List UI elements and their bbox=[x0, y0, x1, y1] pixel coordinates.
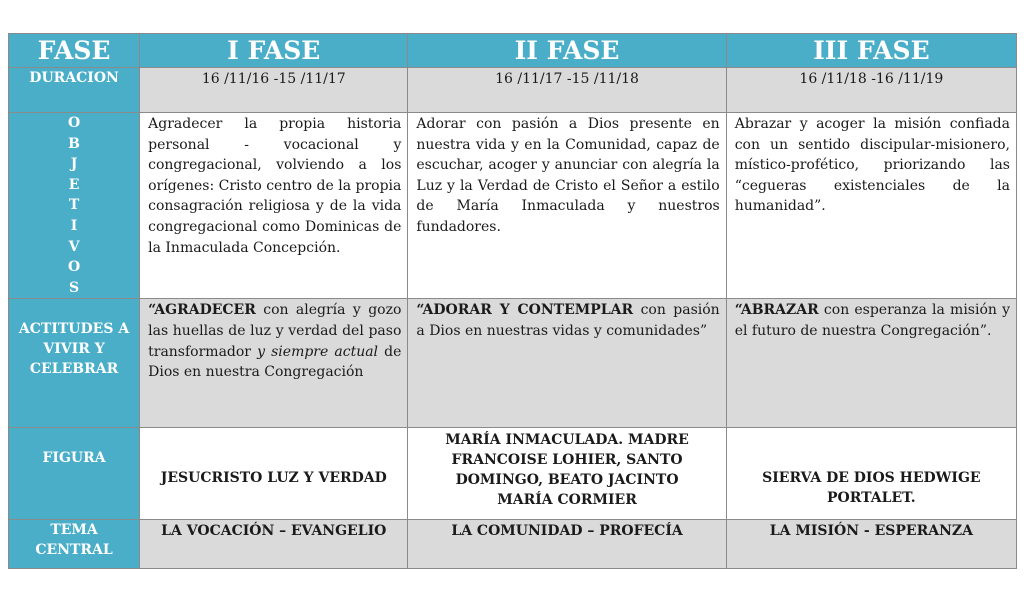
objetivos-cell-1 bbox=[140, 113, 408, 299]
duracion-row bbox=[9, 68, 1017, 113]
actitudes-fase-2-bold: “ADORAR Y CONTEMPLAR bbox=[416, 302, 634, 319]
figura-fase-1: JESUCRISTO LUZ Y VERDAD bbox=[160, 470, 387, 487]
header-fase-2: II FASE bbox=[408, 34, 726, 68]
actitudes-cell-3 bbox=[726, 299, 1016, 428]
objetivos-row bbox=[9, 113, 1017, 299]
objetivos-label bbox=[9, 113, 140, 299]
tema-label bbox=[9, 520, 140, 569]
tema-fase-2: LA COMUNIDAD – PROFECÍA bbox=[451, 523, 683, 540]
duracion-label-text: DURACION bbox=[29, 70, 119, 86]
objetivos-letter: J bbox=[70, 156, 78, 173]
figura-cell-3 bbox=[726, 428, 1016, 520]
actitudes-fase-3-bold: “ABRAZAR bbox=[734, 302, 819, 319]
figura-fase-2: MARÍA INMACULADA. MADRE FRANCOISE LOHIER, SANTO DOMINGO, BEATO JACINTO MARÍA CORMIER bbox=[445, 432, 689, 509]
tema-label-text: TEMA CENTRAL bbox=[35, 522, 113, 559]
tema-cell-2 bbox=[408, 520, 726, 569]
figura-cell-2-inner bbox=[408, 428, 725, 519]
actitudes-fase-2-text: con pasión a Dios en nuestras vidas y comunidades” bbox=[416, 302, 720, 339]
actitudes-fase-1 bbox=[140, 299, 407, 382]
duracion-cell-3 bbox=[726, 68, 1016, 113]
header-row bbox=[9, 34, 1017, 68]
actitudes-fase-2 bbox=[408, 299, 725, 341]
objetivos-letter: I bbox=[70, 217, 78, 234]
actitudes-cell-2 bbox=[408, 299, 726, 428]
header-fase-3: III FASE bbox=[726, 34, 1016, 68]
objetivos-letter: V bbox=[68, 238, 80, 255]
tema-fase-3: LA MISIÓN - ESPERANZA bbox=[769, 523, 973, 540]
tema-fase-1: LA VOCACIÓN – EVANGELIO bbox=[161, 523, 387, 540]
figura-cell-3-inner bbox=[727, 428, 1016, 519]
objetivos-letter: B bbox=[68, 135, 80, 152]
objetivos-letter: T bbox=[68, 197, 80, 214]
tema-row bbox=[9, 520, 1017, 569]
objetivos-letter: O bbox=[67, 259, 81, 276]
duracion-cell-1 bbox=[140, 68, 408, 113]
figura-cell-1 bbox=[140, 428, 408, 520]
actitudes-fase-1-text-b: de Dios en nuestra Congregación bbox=[148, 343, 402, 381]
duracion-fase-2: 16 /11/17 -15 /11/18 bbox=[495, 71, 639, 87]
actitudes-fase-1-italic: y siempre actual bbox=[257, 343, 379, 360]
figura-row bbox=[9, 428, 1017, 520]
objetivos-fase-1: Agradecer la propia historia personal - vocacional y congregacional, volviendo a los orígenes: Cristo centro de la propia consagración religiosa y de la vida congregacional como Dominicas de la Inmaculada Concepción. bbox=[148, 116, 402, 256]
objetivos-fase-3: Abrazar y acoger la misión confiada con un sentido discipular-misionero, místico-profético, priorizando las “cegueras existenciales de la humanidad”. bbox=[734, 116, 1010, 215]
actitudes-fase-1-text-a: con alegría y gozo las huellas de luz y verdad del paso transformador bbox=[148, 302, 402, 360]
duracion-fase-3: 16 /11/18 -16 /11/19 bbox=[799, 71, 944, 87]
duracion-fase-1: 16 /11/16 -15 /11/17 bbox=[201, 71, 346, 87]
figura-label-text: FIGURA bbox=[42, 450, 106, 467]
actitudes-row bbox=[9, 299, 1017, 428]
actitudes-fase-1-bold: “AGRADECER bbox=[148, 302, 256, 319]
objetivos-letter: O bbox=[67, 115, 81, 131]
objetivos-letter: E bbox=[68, 176, 80, 193]
fases-table bbox=[8, 33, 1017, 569]
header-fase-label: FASE bbox=[9, 34, 140, 68]
header-fase-1: I FASE bbox=[140, 34, 408, 68]
duracion-cell-2 bbox=[408, 68, 726, 113]
actitudes-fase-3 bbox=[727, 299, 1016, 341]
tema-cell-3 bbox=[726, 520, 1016, 569]
objetivos-label-letters bbox=[9, 113, 139, 298]
objetivos-cell-2 bbox=[408, 113, 726, 299]
figura-fase-3: SIERVA DE DIOS HEDWIGE PORTALET. bbox=[762, 470, 981, 507]
figura-label bbox=[9, 428, 140, 520]
figura-cell-2 bbox=[408, 428, 726, 520]
actitudes-cell-1 bbox=[140, 299, 408, 428]
objetivos-cell-3 bbox=[726, 113, 1016, 299]
actitudes-fase-3-text: con esperanza la misión y el futuro de nuestra Congregación”. bbox=[734, 302, 1010, 339]
actitudes-label bbox=[9, 299, 140, 428]
duracion-label bbox=[9, 68, 140, 113]
objetivos-fase-2: Adorar con pasión a Dios presente en nuestra vida y en la Comunidad, capaz de escuchar, acoger y anunciar con alegría la Luz y la Verdad de Cristo el Señor a estilo de María Inmaculada y nuestros fundadores. bbox=[416, 116, 720, 235]
objetivos-letter: S bbox=[69, 279, 80, 296]
actitudes-label-text: ACTITUDES A VIVIR Y CELEBRAR bbox=[18, 321, 130, 378]
figura-cell-1-inner bbox=[140, 428, 407, 519]
tema-cell-1 bbox=[140, 520, 408, 569]
